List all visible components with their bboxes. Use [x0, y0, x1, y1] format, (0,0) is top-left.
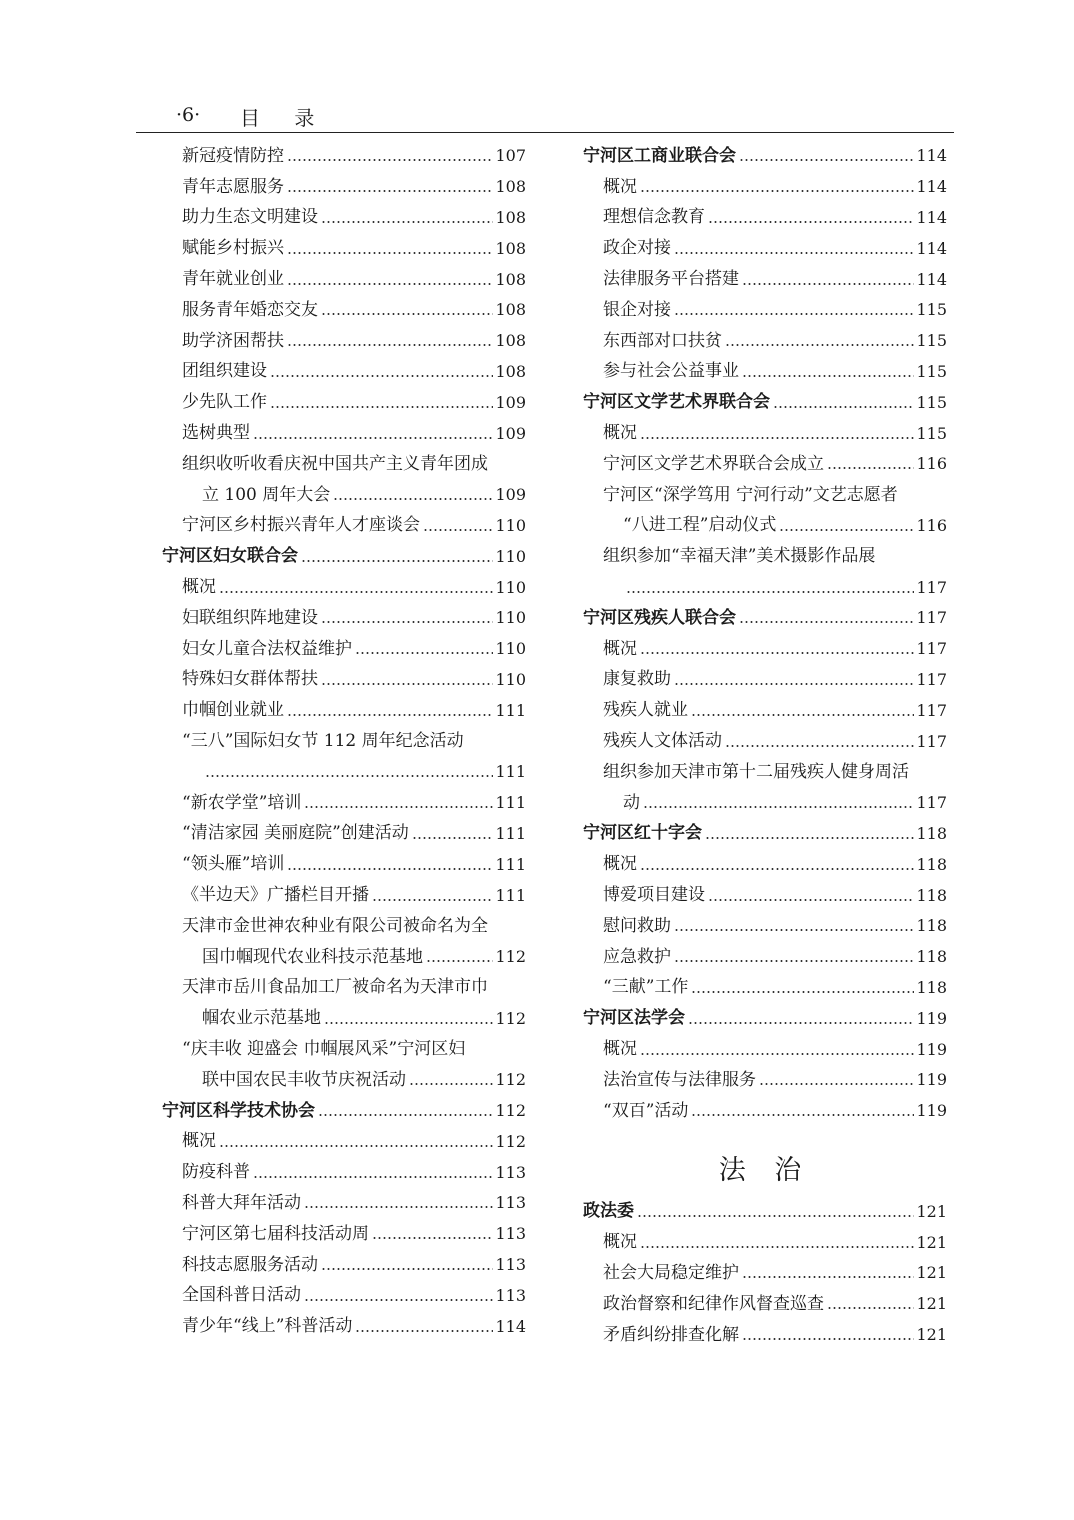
toc-entry[interactable]	[583, 942, 947, 973]
dot-leader	[372, 899, 493, 901]
dot-leader	[742, 375, 914, 377]
toc-entry-title: 妇联组织阵地建设	[182, 607, 318, 628]
dot-leader	[688, 1022, 914, 1024]
toc-page-number: 113	[495, 1255, 526, 1275]
toc-entry[interactable]	[162, 1250, 526, 1281]
toc-page-number: 107	[495, 146, 526, 166]
toc-entry-title: 社会大局稳定维护	[603, 1262, 739, 1283]
toc-entry-title: 宁河区文学艺术界联合会	[583, 392, 770, 413]
toc-entry-title: “新农学堂”培训	[182, 792, 302, 813]
toc-entry-title: 青少年“线上”科普活动	[182, 1316, 353, 1337]
toc-entry-title: 科技志愿服务活动	[182, 1254, 318, 1275]
toc-page-number: 108	[495, 238, 526, 258]
dot-leader	[304, 1206, 493, 1208]
toc-entry[interactable]	[162, 1127, 526, 1158]
toc-section-entry[interactable]	[583, 603, 947, 634]
toc-entry-title: 残疾人就业	[603, 700, 688, 721]
toc-entry-title: 康复救助	[603, 669, 671, 690]
toc-entry-title: 矛盾纠纷排查化解	[603, 1324, 739, 1345]
toc-entry[interactable]	[162, 480, 526, 511]
dot-leader	[426, 960, 493, 962]
toc-entry[interactable]	[583, 295, 947, 326]
toc-entry-title: 全国科普日活动	[182, 1285, 301, 1306]
toc-entry-title: 概况	[603, 176, 637, 197]
toc-entry[interactable]	[583, 1258, 947, 1289]
toc-entry[interactable]	[583, 695, 947, 726]
dot-leader	[759, 1083, 914, 1085]
toc-page-number: 112	[495, 1070, 526, 1090]
toc-entry[interactable]	[583, 264, 947, 295]
toc-entry-title: 团组织建设	[182, 361, 267, 382]
dot-leader	[253, 1176, 493, 1178]
toc-page-number: 110	[495, 669, 526, 689]
toc-page-number: 108	[495, 331, 526, 351]
toc-page-number: 114	[916, 269, 947, 289]
dot-leader	[412, 837, 494, 839]
toc-entry-title: 防疫科普	[182, 1162, 250, 1183]
toc-page-number: 111	[495, 762, 526, 782]
toc-entry[interactable]	[162, 788, 526, 819]
toc-entry-title: 组织收听收看庆祝中国共产主义青年团成	[182, 453, 488, 474]
toc-entry-title: 理想信念教育	[603, 207, 705, 228]
toc-page-number: 112	[495, 1008, 526, 1028]
dot-leader	[640, 1246, 914, 1248]
toc-page-number: 110	[495, 577, 526, 597]
toc-section-entry[interactable]	[583, 1003, 947, 1034]
toc-page-number: 108	[495, 269, 526, 289]
toc-entry[interactable]	[162, 511, 526, 542]
toc-entry[interactable]	[162, 695, 526, 726]
toc-entry[interactable]	[583, 326, 947, 357]
toc-entry[interactable]	[162, 726, 526, 757]
toc-entry-title: 东西部对口扶贫	[603, 330, 722, 351]
toc-entry-title: 概况	[603, 423, 637, 444]
dot-leader	[333, 498, 493, 500]
toc-page-number: 114	[916, 238, 947, 258]
toc-entry-title: 妇女儿童合法权益维护	[182, 638, 352, 659]
toc-entry-title: 法律服务平台搭建	[603, 269, 739, 290]
toc-entry-title: “三八”国际妇女节 112 周年纪念活动	[182, 731, 464, 752]
dot-leader	[640, 190, 914, 192]
dot-leader	[304, 806, 493, 808]
toc-entry-title: “庆丰收 迎盛会 巾帼展风采”宁河区妇	[182, 1039, 466, 1059]
dot-leader	[270, 406, 493, 408]
dot-leader	[674, 313, 914, 315]
dot-leader	[626, 591, 914, 593]
toc-entry-title: 概况	[603, 638, 637, 659]
dot-leader	[827, 1307, 914, 1309]
toc-page-number: 110	[495, 546, 526, 566]
dot-leader	[827, 467, 914, 469]
toc-entry[interactable]	[583, 1320, 947, 1351]
toc-entry-title: 应急救护	[603, 946, 671, 967]
toc-entry[interactable]	[162, 295, 526, 326]
toc-page-number: 121	[916, 1294, 947, 1314]
toc-page-number: 116	[916, 454, 947, 474]
toc-section-entry[interactable]	[583, 387, 947, 418]
toc-entry-title: 服务青年婚恋交友	[182, 299, 318, 320]
dot-leader	[708, 899, 914, 901]
toc-page-number: 117	[916, 577, 947, 597]
toc-page-number: 111	[495, 700, 526, 720]
toc-entry-title: 概况	[182, 1131, 216, 1152]
dot-leader	[705, 837, 914, 839]
dot-leader	[739, 621, 914, 623]
page-number: ·6·	[176, 104, 201, 126]
toc-entry[interactable]	[162, 141, 526, 172]
toc-entry-title: 宁河区文学艺术界联合会成立	[603, 453, 824, 474]
toc-entry[interactable]	[583, 172, 947, 203]
toc-entry-title: 宁河区科学技术协会	[162, 1100, 315, 1121]
toc-entry[interactable]	[162, 1311, 526, 1342]
toc-page-number: 108	[495, 361, 526, 381]
toc-entry-title: 概况	[603, 1232, 637, 1253]
toc-page-number: 121	[916, 1263, 947, 1283]
dot-leader	[219, 1145, 493, 1147]
dot-leader	[318, 1114, 493, 1116]
toc-entry-title: 立 100 周年大会	[202, 484, 331, 505]
toc-page-number: 114	[916, 207, 947, 227]
toc-column-left	[162, 141, 526, 1342]
dot-leader	[742, 1276, 914, 1278]
toc-entry[interactable]	[162, 203, 526, 234]
toc-entry-title: 少先队工作	[182, 392, 267, 413]
toc-entry[interactable]	[162, 449, 526, 480]
toc-entry-title: 博爱项目建设	[603, 885, 705, 906]
toc-page-number: 111	[495, 885, 526, 905]
toc-entry[interactable]	[162, 326, 526, 357]
dot-leader	[640, 437, 914, 439]
toc-entry[interactable]	[162, 264, 526, 295]
dot-leader	[372, 1237, 493, 1239]
toc-entry[interactable]	[162, 1003, 526, 1034]
toc-entry-title: 联中国农民丰收节庆祝活动	[202, 1069, 406, 1090]
dot-leader	[287, 344, 493, 346]
toc-entry-title: 帼农业示范基地	[202, 1008, 321, 1029]
dot-leader	[674, 960, 914, 962]
dot-leader	[643, 806, 914, 808]
toc-entry-title: 组织参加“幸福天津”美术摄影作品展	[603, 546, 876, 567]
toc-entry[interactable]	[583, 634, 947, 665]
toc-entry-title: 政法委	[583, 1201, 634, 1222]
toc-entry-title: 政企对接	[603, 238, 671, 259]
toc-entry[interactable]	[162, 1188, 526, 1219]
dot-leader	[355, 652, 493, 654]
toc-entry[interactable]	[583, 1034, 947, 1065]
dot-leader	[637, 1215, 914, 1217]
toc-entry[interactable]	[162, 418, 526, 449]
toc-entry-title: 青年志愿服务	[182, 176, 284, 197]
toc-entry-title: 参与社会公益事业	[603, 361, 739, 382]
toc-page-number: 117	[916, 731, 947, 751]
toc-entry[interactable]	[583, 233, 947, 264]
toc-page-number: 113	[495, 1285, 526, 1305]
chapter-heading: 法 治	[718, 1155, 812, 1186]
toc-entry-title: 赋能乡村振兴	[182, 238, 284, 259]
toc-entry[interactable]	[162, 665, 526, 696]
toc-page-number: 119	[916, 1070, 947, 1090]
toc-entry[interactable]	[583, 1065, 947, 1096]
toc-entry[interactable]	[162, 849, 526, 880]
toc-entry[interactable]	[162, 1219, 526, 1250]
toc-entry[interactable]	[162, 572, 526, 603]
toc-page-number: 119	[916, 1039, 947, 1059]
dot-leader	[321, 621, 493, 623]
dot-leader	[691, 714, 914, 716]
dot-leader	[321, 1268, 493, 1270]
toc-entry[interactable]	[583, 911, 947, 942]
toc-entry[interactable]	[583, 1227, 947, 1258]
toc-entry[interactable]	[583, 357, 947, 388]
toc-entry-title: “清洁家园 美丽庭院”创建活动	[182, 823, 409, 844]
toc-page-number: 115	[916, 423, 947, 443]
dot-leader	[691, 991, 914, 993]
toc-page-number: 121	[916, 1325, 947, 1345]
dot-leader	[287, 283, 493, 285]
toc-entry[interactable]	[583, 757, 947, 788]
toc-entry[interactable]	[583, 1289, 947, 1320]
dot-leader	[253, 437, 493, 439]
toc-page-number: 117	[916, 669, 947, 689]
toc-page-number: 118	[916, 854, 947, 874]
toc-section-entry[interactable]	[162, 541, 526, 572]
dot-leader	[287, 252, 493, 254]
toc-entry-title: 选树典型	[182, 423, 250, 444]
toc-page-number: 117	[916, 700, 947, 720]
dot-leader	[773, 406, 914, 408]
toc-entry[interactable]	[583, 1096, 947, 1127]
toc-entry-title: 概况	[182, 577, 216, 598]
toc-entry-title: 宁河区“深学笃用 宁河行动”文艺志愿者	[603, 484, 898, 505]
toc-page-number: 109	[495, 485, 526, 505]
toc-entry[interactable]	[583, 665, 947, 696]
toc-section-entry[interactable]	[583, 141, 947, 172]
toc-page-number: 110	[495, 639, 526, 659]
dot-leader	[287, 159, 493, 161]
toc-entry[interactable]	[583, 726, 947, 757]
dot-leader	[355, 1330, 493, 1332]
toc-entry-title: 宁河区乡村振兴青年人才座谈会	[182, 515, 420, 536]
dot-leader	[742, 283, 914, 285]
toc-entry[interactable]	[162, 911, 526, 942]
toc-entry-title: 宁河区法学会	[583, 1008, 685, 1029]
dot-leader	[640, 652, 914, 654]
toc-entry-title: 政治督察和纪律作风督查巡查	[603, 1293, 824, 1314]
toc-entry[interactable]	[162, 757, 526, 788]
toc-entry-title: “双百”活动	[603, 1100, 689, 1121]
toc-page-number: 111	[495, 823, 526, 843]
dot-leader	[324, 1022, 493, 1024]
toc-page-number: 108	[495, 300, 526, 320]
toc-page-number: 108	[495, 177, 526, 197]
toc-page-number: 112	[495, 947, 526, 967]
dot-leader	[270, 375, 493, 377]
toc-page-number: 121	[916, 1232, 947, 1252]
toc-entry[interactable]	[162, 1280, 526, 1311]
toc-page-number: 117	[916, 608, 947, 628]
toc-entry[interactable]	[583, 480, 947, 511]
toc-entry[interactable]	[162, 973, 526, 1004]
toc-entry[interactable]	[162, 603, 526, 634]
toc-column-right	[583, 141, 947, 1350]
toc-page-number: 117	[916, 639, 947, 659]
toc-entry-title: 助力生态文明建设	[182, 207, 318, 228]
toc-entry-title: 特殊妇女群体帮扶	[182, 669, 318, 690]
toc-entry-title: 银企对接	[603, 299, 671, 320]
toc-page-number: 113	[495, 1224, 526, 1244]
toc-page-number: 109	[495, 392, 526, 412]
toc-entry[interactable]	[583, 973, 947, 1004]
toc-page-number: 115	[916, 361, 947, 381]
toc-entry[interactable]	[162, 634, 526, 665]
toc-page-number: 119	[916, 1101, 947, 1121]
toc-entry[interactable]	[162, 357, 526, 388]
toc-entry-title: 概况	[603, 854, 637, 875]
toc-entry[interactable]	[162, 233, 526, 264]
toc-page-number: 114	[916, 146, 947, 166]
toc-entry-title: 科普大拜年活动	[182, 1192, 301, 1213]
toc-entry-title: 法治宣传与法律服务	[603, 1069, 756, 1090]
toc-entry[interactable]	[583, 849, 947, 880]
dot-leader	[674, 252, 914, 254]
toc-page-number: 113	[495, 1162, 526, 1182]
toc-page-number: 118	[916, 947, 947, 967]
dot-leader	[409, 1083, 493, 1085]
toc-page-number: 118	[916, 823, 947, 843]
dot-leader	[779, 529, 914, 531]
toc-entry-title: 《半边天》广播栏目开播	[182, 885, 369, 906]
toc-section-entry[interactable]	[583, 1197, 947, 1228]
dot-leader	[674, 929, 914, 931]
toc-page-number: 110	[495, 515, 526, 535]
dot-leader	[423, 529, 493, 531]
dot-leader	[321, 313, 493, 315]
dot-leader	[725, 344, 914, 346]
toc-entry[interactable]	[583, 572, 947, 603]
toc-entry[interactable]	[162, 942, 526, 973]
toc-entry-title: 宁河区红十字会	[583, 823, 702, 844]
toc-entry[interactable]	[583, 511, 947, 542]
dot-leader	[725, 745, 914, 747]
toc-entry-title: 助学济困帮扶	[182, 330, 284, 351]
toc-entry[interactable]	[583, 880, 947, 911]
toc-page-number: 114	[495, 1316, 526, 1336]
toc-entry[interactable]	[162, 387, 526, 418]
toc-page-number: 121	[916, 1201, 947, 1221]
dot-leader	[739, 159, 914, 161]
dot-leader	[301, 560, 493, 562]
toc-entry-title: 国巾帼现代农业科技示范基地	[202, 946, 423, 967]
dot-leader	[304, 1299, 493, 1301]
toc-page-number: 117	[916, 793, 947, 813]
toc-entry-title: “八进工程”启动仪式	[623, 515, 777, 536]
toc-entry-title: “三献”工作	[603, 977, 689, 998]
toc-entry-title: 宁河区第七届科技活动周	[182, 1223, 369, 1244]
dot-leader	[742, 1338, 914, 1340]
toc-section-entry[interactable]	[583, 819, 947, 850]
dot-leader	[691, 1114, 914, 1116]
dot-leader	[287, 714, 493, 716]
toc-entry[interactable]	[583, 788, 947, 819]
toc-entry-title: 组织参加天津市第十二届残疾人健身周活	[603, 761, 909, 782]
toc-entry-title: 宁河区妇女联合会	[162, 546, 298, 567]
page-title: 目 录	[240, 106, 329, 130]
dot-leader	[205, 775, 493, 777]
toc-entry-title: 宁河区工商业联合会	[583, 145, 736, 166]
dot-leader	[287, 868, 493, 870]
dot-leader	[321, 683, 493, 685]
dot-leader	[321, 221, 493, 223]
toc-page-number: 108	[495, 207, 526, 227]
toc-page-number: 118	[916, 977, 947, 997]
toc-entry-title: 青年就业创业	[182, 269, 284, 290]
toc-page-number: 116	[916, 515, 947, 535]
toc-entry-title: 天津市岳川食品加工厂被命名为天津市巾	[182, 977, 488, 998]
toc-entry-title: 概况	[603, 1039, 637, 1059]
dot-leader	[287, 190, 493, 192]
toc-entry-title: 残疾人文体活动	[603, 731, 722, 752]
toc-section-entry[interactable]	[162, 1096, 526, 1127]
toc-page-number: 111	[495, 793, 526, 813]
toc-page-number: 113	[495, 1193, 526, 1213]
toc-entry[interactable]	[583, 418, 947, 449]
toc-entry[interactable]	[162, 1034, 526, 1065]
toc-entry-title: “领头雁”培训	[182, 854, 285, 875]
toc-entry[interactable]	[583, 449, 947, 480]
toc-page-number: 114	[916, 177, 947, 197]
toc-page-number: 119	[916, 1008, 947, 1028]
toc-entry-title: 慰问救助	[603, 915, 671, 936]
toc-page-number: 112	[495, 1131, 526, 1151]
toc-page-number: 115	[916, 300, 947, 320]
toc-page-number: 115	[916, 331, 947, 351]
toc-entry-title: 天津市金世神农种业有限公司被命名为全	[182, 915, 488, 936]
toc-page-number: 109	[495, 423, 526, 443]
toc-entry[interactable]	[162, 1157, 526, 1188]
toc-entry[interactable]	[583, 203, 947, 234]
toc-entry[interactable]	[162, 880, 526, 911]
toc-entry[interactable]	[162, 819, 526, 850]
toc-entry-title: 动	[623, 792, 640, 813]
dot-leader	[708, 221, 914, 223]
toc-entry[interactable]	[162, 1065, 526, 1096]
toc-page-number: 118	[916, 916, 947, 936]
toc-page-number: 112	[495, 1101, 526, 1121]
toc-entry-title: 新冠疫情防控	[182, 145, 284, 166]
dot-leader	[640, 1053, 914, 1055]
toc-entry[interactable]	[162, 172, 526, 203]
toc-page-number: 115	[916, 392, 947, 412]
page-header	[136, 100, 954, 133]
dot-leader	[640, 868, 914, 870]
toc-entry-title: 巾帼创业就业	[182, 700, 284, 721]
toc-entry-title: 宁河区残疾人联合会	[583, 607, 736, 628]
dot-leader	[674, 683, 914, 685]
toc-entry[interactable]	[583, 541, 947, 572]
toc-page-number: 110	[495, 608, 526, 628]
toc-page-number: 111	[495, 854, 526, 874]
toc-page-number: 118	[916, 885, 947, 905]
dot-leader	[219, 591, 493, 593]
